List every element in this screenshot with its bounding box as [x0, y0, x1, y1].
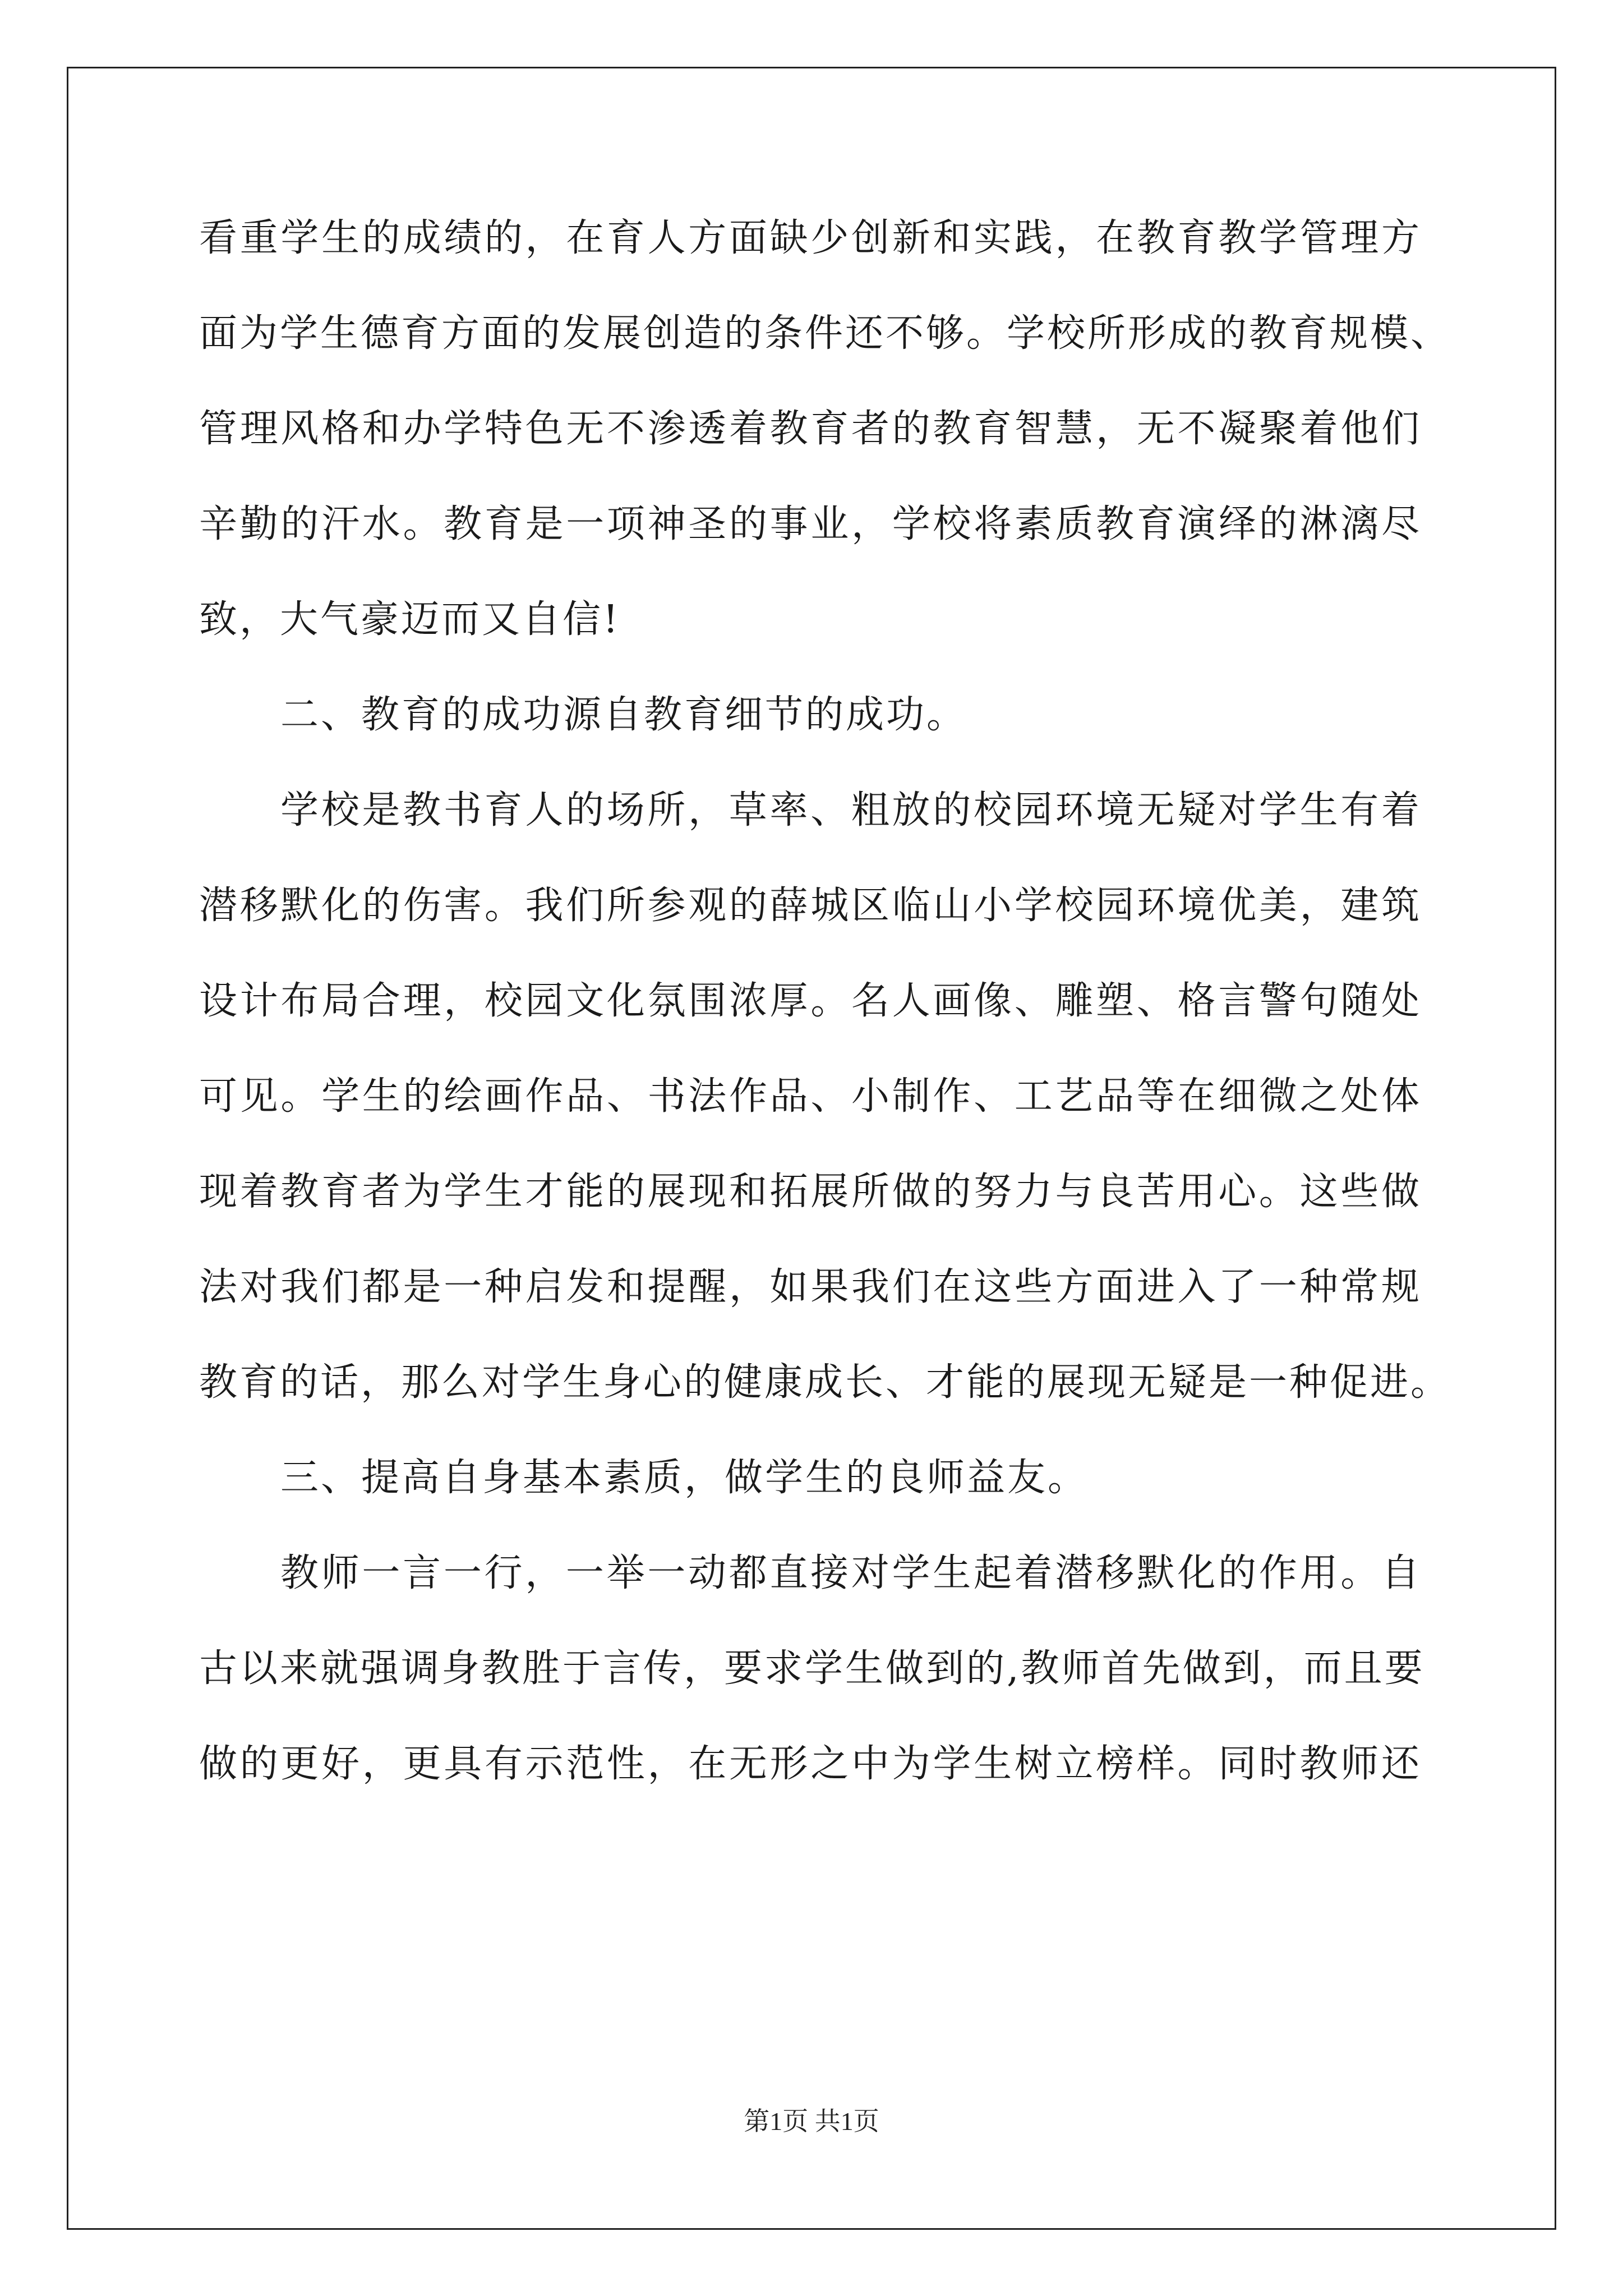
page-footer: 第1页 共1页: [744, 2107, 879, 2136]
text-line: 古以来就强调身教胜于言传，要求学生做到的,教师首先做到，而且要: [199, 1646, 1425, 1691]
text-line: 法对我们都是一种启发和提醒，如果我们在这些方面进入了一种常规: [199, 1265, 1422, 1309]
section-heading: 三、提高自身基本素质，做学生的良师益友。: [280, 1456, 1089, 1500]
text-line: 看重学生的成绩的，在育人方面缺少创新和实践，在教育教学管理方: [199, 216, 1422, 260]
text-line: 辛勤的汗水。教育是一项神圣的事业，学校将素质教育演绎的淋漓尽: [199, 502, 1422, 546]
text-line: 做的更好，更具有示范性，在无形之中为学生树立榜样。同时教师还: [199, 1742, 1422, 1786]
text-line: 教育的话，那么对学生身心的健康成长、才能的展现无疑是一种促进。: [199, 1360, 1451, 1405]
page-border: [67, 67, 1556, 2230]
section-heading: 二、教育的成功源自教育细节的成功。: [280, 693, 967, 737]
text-line: 潜移默化的伤害。我们所参观的薛城区临山小学校园环境优美，建筑: [199, 884, 1422, 928]
text-line: 致，大气豪迈而又自信!: [199, 597, 621, 642]
text-line: 管理风格和办学特色无不渗透着教育者的教育智慧，无不凝聚着他们: [199, 407, 1422, 451]
text-line: 现着教育者为学生才能的展现和拓展所做的努力与良苦用心。这些做: [199, 1170, 1422, 1214]
text-line: 教师一言一行，一举一动都直接对学生起着潜移默化的作用。自: [280, 1551, 1422, 1595]
text-line: 面为学生德育方面的发展创造的条件还不够。学校所形成的教育规模、: [199, 311, 1451, 356]
text-line: 可见。学生的绘画作品、书法作品、小制作、工艺品等在细微之处体: [199, 1074, 1422, 1119]
text-line: 设计布局合理，校园文化氛围浓厚。名人画像、雕塑、格言警句随处: [199, 979, 1422, 1023]
text-line: 学校是教书育人的场所，草率、粗放的校园环境无疑对学生有着: [280, 788, 1422, 832]
